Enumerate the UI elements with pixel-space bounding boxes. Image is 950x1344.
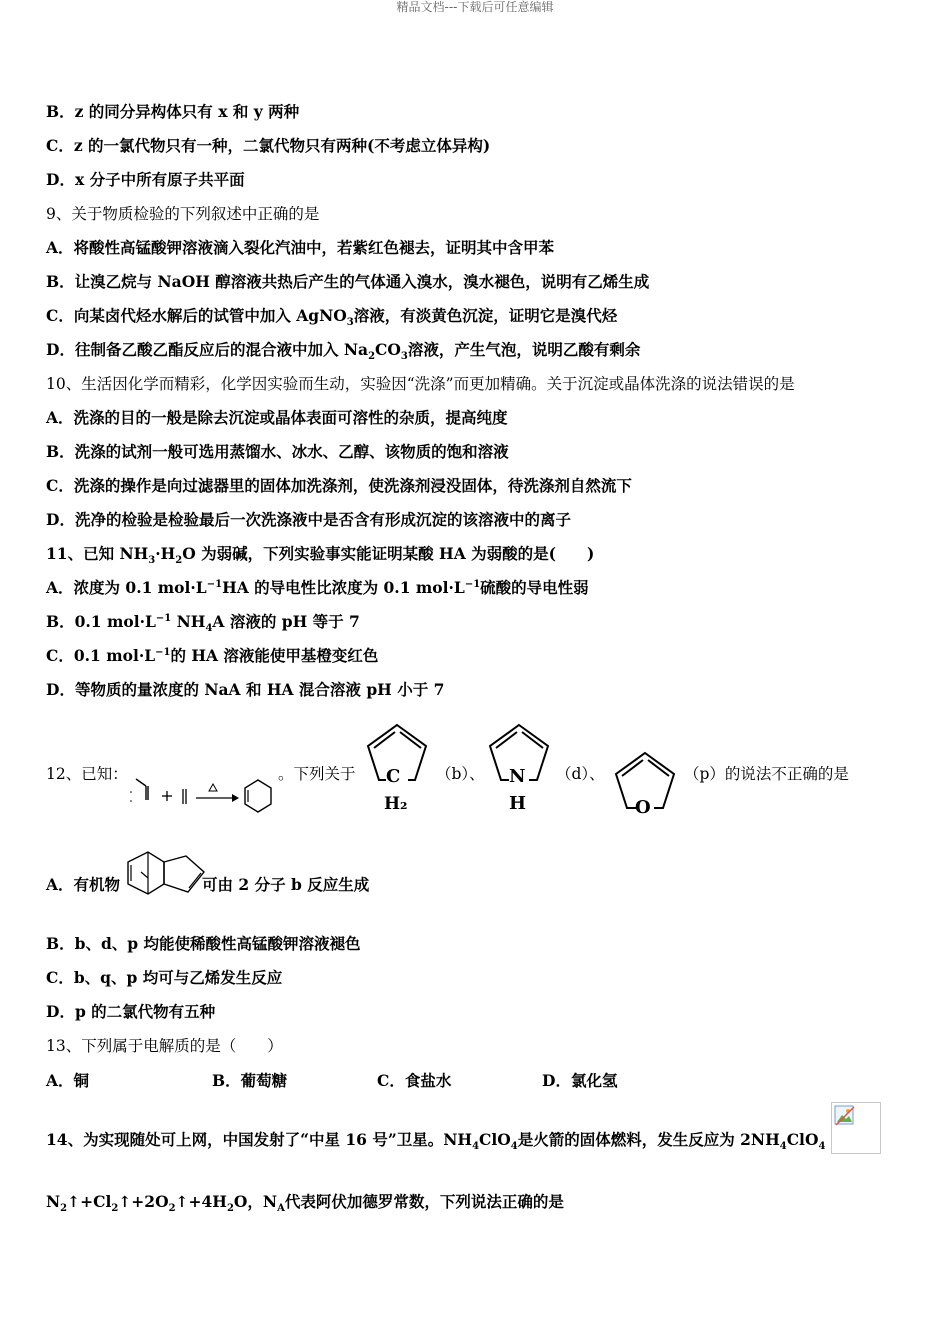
dicyclopentadiene-structure [124,848,208,900]
broken-image-placeholder [831,1102,881,1154]
q13-stem: 13、下列属于电解质的是（ ） [46,1037,283,1055]
page-header: 精品文档---下载后可任意编辑 [396,0,554,14]
q11-option-d: D．等物质的量浓度的 NaA 和 HA 混合溶液 pH 小于 7 [46,680,445,699]
q13-option-c: C．食盐水 [377,1071,452,1090]
q9-option-b: B．让溴乙烷与 NaOH 醇溶液共热后产生的气体通入溴水，溴水褪色，说明有乙烯生成 [46,272,650,291]
q12-label-p: （p）的说法不正确的是 [684,765,849,783]
q12-option-a: A．有机物 可由 2 分子 b 反应生成 [46,875,370,894]
q10-stem: 10、生活因化学而精彩，化学因实验而生动，实验因“洗涤”而更加精确。关于沉淀或晶体洗涤的说法错误的是 [46,375,795,393]
q9-option-c: C．向某卤代烃水解后的试管中加入 AgNO$_3$溶液，有淡黄色沉淀，证明它是溴代烃 [46,306,618,329]
q11-stem: 11、已知 $NH_3\cdot H_2O$ 为弱碱，下列实验事实能证明某酸 HA 为弱酸的是( ) [46,544,595,567]
q10-option-a: A．洗涤的目的一般是除去沉淀或晶体表面可溶性的杂质，提高纯度 [46,408,508,427]
q9-option-a: A．将酸性高锰酸钾溶液滴入裂化汽油中，若紫红色褪去，证明其中含甲苯 [46,238,555,257]
pyrrole-atom-n-label: N [509,766,526,787]
q13-option-d: D．氯化氢 [542,1071,618,1090]
q11-option-b: B．0.1 $mol\cdot L^{-1}$ $NH_4A$ 溶液的 pH 等于 7 [46,612,360,635]
cp-atom-h2-label: H₂ [384,794,408,814]
q12-label-d: （d）、 [556,765,605,783]
q12-option-d: D．p 的二氯代物有五种 [46,1002,216,1021]
q13-option-a: A．铜 [46,1071,90,1090]
q12-stem-prefix: 12、已知： [46,765,128,783]
q12-option-c: C．b、q、p 均可与乙烯发生反应 [46,968,283,987]
q13-option-b: B．葡萄糖 [212,1071,288,1090]
q11-option-a: A．浓度为 0.1 $mol\cdot L^{-1}HA$ 的导电性比浓度为 0.1 $mol\cdot L^{-1}$硫酸的导电性弱 [46,578,589,597]
pyrrole-atom-h-label: H [509,793,527,814]
q9-option-d: D．往制备乙酸乙酯反应后的混合液中加入 $Na_2CO_3$溶液，产生气泡，说明乙酸有剩余 [46,340,641,363]
q12-stem-mid: 。下列关于 [278,765,356,783]
q14-stem-line2: $N_2↑+Cl_2↑+2O_2↑+4H_2O$，$N_A$代表阿伏加德罗常数，下列说法正确的是 [46,1192,564,1215]
q10-option-b: B．洗涤的试剂一般可选用蒸馏水、冰水、乙醇、该物质的饱和溶液 [46,442,509,461]
furan-atom-o-label: O [635,797,651,818]
q9-stem: 9、关于物质检验的下列叙述中正确的是 [46,205,320,223]
q10-option-d: D．洗净的检验是检验最后一次洗涤液中是否含有形成沉淀的该溶液中的离子 [46,510,571,529]
q11-option-c: C．0.1 $mol\cdot L^{-1}$的 HA 溶液能使甲基橙变红色 [46,646,379,665]
q8-option-c: C．z 的一氯代物只有一种，二氯代物只有两种(不考虑立体异构) [46,136,491,155]
q14-stem-line1: 14、为实现随处可上网，中国发射了“中星 16 号”卫星。$NH_4ClO_4$是火箭的固体燃料，发生反应为 $2NH_4ClO_4$ [46,1130,826,1153]
q12-label-b: （b）、 [436,765,485,783]
broken-image-icon [834,1105,856,1127]
q10-option-c: C．洗涤的操作是向过滤器里的固体加洗涤剂，使洗涤剂浸没固体，待洗涤剂自然流下 [46,476,632,495]
q8-option-d: D．x 分子中所有原子共平面 [46,170,245,189]
q12-option-b: B．b、d、p 均能使稀酸性高锰酸钾溶液褪色 [46,934,361,953]
diels-alder-reaction-scheme [126,774,276,824]
q8-option-b: B．z 的同分异构体只有 x 和 y 两种 [46,102,300,121]
cp-atom-c-label: C [386,766,401,787]
